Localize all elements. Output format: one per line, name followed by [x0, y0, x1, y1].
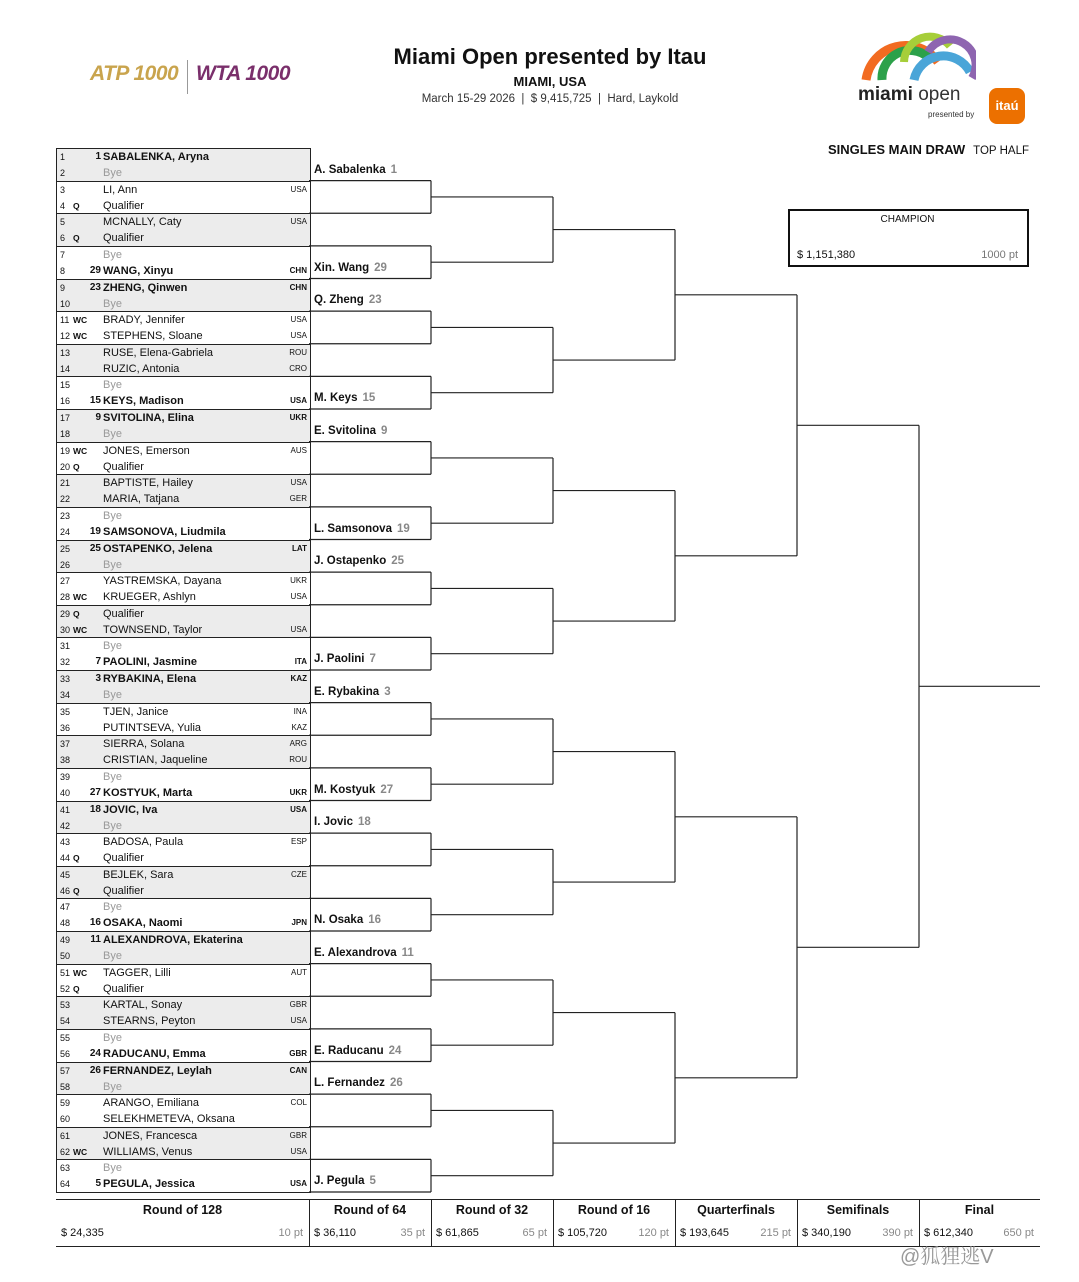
- round-points: 215 pt: [760, 1227, 791, 1239]
- winner-name: L. Samsonova: [314, 522, 392, 535]
- seed-number: 11: [90, 934, 101, 945]
- winner-name: E. Raducanu: [314, 1044, 384, 1057]
- atp-1000-logo: ATP 1000: [90, 62, 179, 85]
- player-name: TJEN, Janice: [103, 705, 169, 718]
- draw-position: 50: [60, 951, 71, 961]
- winner-seed: 15: [362, 392, 376, 404]
- entry-status: Q: [73, 461, 80, 472]
- draw-position: 52: [60, 983, 71, 994]
- winner-seed: 11: [401, 946, 414, 959]
- round-name: Quarterfinals: [697, 1203, 775, 1217]
- player-name: RUSE, Elena-Gabriela: [103, 346, 214, 359]
- winner-seed: 9: [381, 424, 388, 437]
- round-name: Round of 64: [333, 1203, 407, 1217]
- round-prize-column: [56, 1199, 309, 1247]
- draw-position: 16: [60, 396, 71, 407]
- champion-prize: $ 1,151,380: [797, 249, 856, 261]
- seed-number: 24: [89, 1047, 101, 1059]
- draw-position: 14: [60, 363, 71, 374]
- draw-position: 17: [60, 413, 71, 423]
- player-name: BADOSA, Paula: [103, 836, 184, 849]
- winner-name: E. Svitolina: [314, 424, 376, 437]
- draw-position: 46: [60, 885, 71, 896]
- round-prize-column: [431, 1199, 553, 1247]
- player-name: Qualifier: [103, 982, 144, 995]
- player-country: USA: [290, 478, 307, 488]
- player-country: CAN: [289, 1065, 307, 1075]
- winner-seed: 27: [380, 783, 394, 796]
- seed-number: 1: [95, 151, 101, 162]
- draw-position: 42: [60, 820, 71, 831]
- draw-position: 33: [60, 674, 71, 684]
- round-name: Round of 32: [455, 1203, 529, 1217]
- player-country: USA: [290, 217, 307, 227]
- seed-number: 18: [89, 803, 101, 815]
- draw-position: 11: [60, 315, 70, 326]
- entry-status: WC: [73, 967, 88, 978]
- draw-position: 12: [60, 331, 71, 342]
- player-name: SVITOLINA, Elina: [103, 412, 194, 424]
- seed-number: 19: [89, 525, 101, 537]
- player-name: MCNALLY, Caty: [103, 216, 182, 229]
- player-country: USA: [290, 804, 307, 814]
- entry-status: WC: [73, 331, 88, 342]
- player-name: Bye: [103, 558, 122, 571]
- player-name: JONES, Emerson: [103, 444, 190, 457]
- player-country: ROU: [289, 347, 307, 357]
- player-country: ARG: [289, 739, 307, 749]
- round-prize: $ 36,110: [314, 1227, 357, 1239]
- seed-number: 27: [89, 786, 101, 798]
- player-country: ITA: [294, 657, 307, 667]
- player-country: GBR: [289, 1130, 307, 1140]
- player-name: Bye: [103, 428, 122, 440]
- entry-status: WC: [73, 445, 88, 456]
- winner-name: E. Alexandrova: [314, 946, 397, 959]
- draw-position: 32: [60, 657, 71, 668]
- player-name: CRISTIAN, Jaqueline: [103, 754, 208, 767]
- player-country: ROU: [289, 755, 307, 765]
- player-country: UKR: [289, 787, 307, 797]
- player-country: CRO: [289, 363, 307, 373]
- player-name: ALEXANDROVA, Ekaterina: [103, 934, 243, 946]
- draw-position: 30: [60, 624, 71, 635]
- draw-position: 56: [60, 1048, 71, 1059]
- draw-position: 48: [60, 918, 71, 929]
- player-name: BAPTISTE, Hailey: [103, 477, 193, 490]
- winner-name: N. Osaka: [314, 914, 364, 926]
- wta-1000-logo: WTA 1000: [196, 62, 291, 85]
- draw-position: 1: [60, 152, 66, 162]
- player-name: OSAKA, Naomi: [103, 917, 183, 930]
- draw-position: 59: [60, 1098, 71, 1109]
- player-name: STEARNS, Peyton: [103, 1015, 196, 1028]
- player-name: Bye: [103, 379, 122, 392]
- player-name: BRADY, Jennifer: [103, 314, 185, 327]
- player-name: SABALENKA, Aryna: [103, 151, 209, 163]
- draw-position: 9: [60, 282, 66, 293]
- round-prize: $ 193,645: [680, 1227, 729, 1239]
- player-name: RUZIC, Antonia: [103, 362, 180, 375]
- player-country: AUT: [291, 967, 307, 977]
- winner-seed: 29: [374, 261, 387, 274]
- player-name: TOWNSEND, Taylor: [103, 623, 203, 636]
- winner-name: E. Rybakina: [314, 685, 380, 698]
- round-points: 650 pt: [1003, 1227, 1034, 1239]
- player-country: USA: [290, 592, 307, 602]
- draw-position: 29: [60, 608, 71, 619]
- player-name: Qualifier: [103, 607, 144, 620]
- draw-position: 20: [60, 461, 71, 472]
- winner-name: J. Pegula: [314, 1175, 365, 1187]
- winner-seed: 3: [384, 685, 391, 698]
- draw-position: 63: [60, 1163, 71, 1174]
- presented-by-label: presented by: [928, 110, 975, 119]
- entry-status: WC: [73, 1146, 88, 1157]
- player-name: KRUEGER, Ashlyn: [103, 591, 196, 604]
- round-prize: $ 105,720: [558, 1227, 607, 1239]
- player-name: MARIA, Tatjana: [103, 493, 180, 506]
- draw-position: 22: [60, 494, 71, 505]
- draw-position: 64: [60, 1179, 71, 1190]
- draw-position: 6: [60, 233, 66, 244]
- draw-position: 38: [60, 755, 71, 766]
- winner-seed: 25: [391, 555, 405, 568]
- seed-number: 7: [95, 656, 101, 668]
- player-country: UKR: [289, 413, 307, 422]
- seed-number: 25: [89, 542, 101, 554]
- player-country: UKR: [290, 576, 307, 586]
- draw-position: 3: [60, 184, 66, 195]
- round-prize: $ 61,865: [436, 1227, 479, 1239]
- player-country: CZE: [291, 869, 307, 879]
- winner-seed: 18: [358, 816, 371, 829]
- player-name: JONES, Francesca: [103, 1129, 198, 1142]
- winner-seed: 23: [368, 294, 382, 307]
- draw-position: 57: [60, 1065, 71, 1076]
- player-country: GBR: [289, 1000, 307, 1010]
- draw-position: 55: [60, 1032, 71, 1043]
- draw-position: 25: [60, 543, 71, 554]
- draw-position: 44: [60, 853, 71, 864]
- winner-seed: 19: [396, 522, 410, 535]
- player-name: JOVIC, Iva: [103, 803, 158, 816]
- round-points: 120 pt: [638, 1227, 669, 1239]
- seed-number: 3: [95, 673, 101, 684]
- round-name: Final: [964, 1203, 995, 1217]
- winner-seed: 24: [388, 1044, 402, 1057]
- player-country: USA: [290, 315, 307, 325]
- player-country: AUS: [290, 445, 307, 455]
- winner-name: Q. Zheng: [314, 294, 364, 307]
- round-prize-column: [309, 1199, 431, 1247]
- winner-name: J. Paolini: [314, 653, 365, 665]
- entry-status: WC: [73, 624, 88, 635]
- draw-position: 45: [60, 869, 71, 880]
- player-name: PUTINTSEVA, Yulia: [103, 721, 202, 734]
- round-points: 10 pt: [278, 1227, 303, 1239]
- round-prize: $ 612,340: [924, 1227, 973, 1239]
- draw-position: 35: [60, 706, 71, 717]
- entry-status: WC: [73, 315, 88, 326]
- player-country: KAZ: [291, 722, 307, 732]
- draw-label: SINGLES MAIN DRAW TOP HALF: [827, 142, 1029, 157]
- player-name: SAMSONOVA, Liudmila: [103, 525, 226, 538]
- footer-divider: [675, 1199, 676, 1247]
- draw-position: 58: [60, 1081, 71, 1092]
- player-name: WANG, Xinyu: [103, 264, 174, 277]
- player-name: Bye: [103, 1031, 122, 1044]
- player-name: FERNANDEZ, Leylah: [103, 1064, 212, 1077]
- draw-position: 15: [60, 380, 71, 391]
- player-name: Qualifier: [103, 199, 144, 212]
- draw-position: 28: [60, 592, 71, 603]
- draw-position: 53: [60, 1000, 71, 1011]
- draw-position: 47: [60, 902, 71, 913]
- winner-seed: 7: [369, 653, 376, 665]
- draw-position: 5: [60, 217, 66, 228]
- entry-status: Q: [73, 983, 80, 994]
- draw-position: 61: [60, 1130, 71, 1141]
- draw-position: 49: [60, 935, 71, 945]
- player-name: SIERRA, Solana: [103, 738, 185, 751]
- draw-position: 43: [60, 837, 71, 848]
- draw-position: 60: [60, 1114, 71, 1125]
- player-name: Qualifier: [103, 232, 144, 245]
- player-name: Bye: [103, 819, 122, 832]
- player-country: USA: [290, 396, 307, 406]
- player-name: LI, Ann: [103, 183, 138, 196]
- winner-name: A. Sabalenka: [314, 163, 386, 176]
- seed-number: 26: [89, 1064, 101, 1076]
- player-name: TAGGER, Lilli: [103, 966, 171, 979]
- player-name: Qualifier: [103, 460, 144, 473]
- player-name: BEJLEK, Sara: [103, 868, 174, 881]
- draw-position: 62: [60, 1146, 71, 1157]
- draw-position: 51: [60, 967, 71, 978]
- player-name: Bye: [103, 901, 122, 914]
- draw-position: 39: [60, 771, 71, 782]
- winner-name: J. Ostapenko: [314, 555, 387, 568]
- round-name: Round of 16: [577, 1203, 651, 1217]
- winner-seed: 1: [390, 163, 397, 176]
- entry-status: Q: [73, 885, 80, 896]
- champion-label: CHAMPION: [880, 214, 935, 225]
- draw-position: 18: [60, 429, 71, 439]
- player-name: Bye: [103, 509, 122, 522]
- entry-status: Q: [73, 233, 80, 244]
- player-country: JPN: [291, 918, 307, 928]
- player-country: USA: [290, 1016, 307, 1026]
- entry-status: Q: [73, 200, 80, 211]
- draw-position: 27: [60, 576, 71, 587]
- player-name: Bye: [103, 770, 122, 783]
- seed-number: 5: [95, 1178, 101, 1190]
- player-name: STEPHENS, Sloane: [103, 330, 203, 343]
- winner-seed: 26: [389, 1077, 403, 1090]
- round-points: 35 pt: [400, 1227, 425, 1239]
- player-country: USA: [290, 624, 307, 634]
- player-country: CHN: [289, 282, 307, 292]
- draw-position: 37: [60, 739, 71, 750]
- footer-divider: [431, 1199, 432, 1247]
- draw-position: 41: [60, 804, 71, 815]
- draw-position: 10: [60, 298, 71, 309]
- itau-logo: itaú: [989, 88, 1025, 124]
- tournament-details: March 15-29 2026 | $ 9,415,725 | Hard, Laykold: [421, 93, 679, 105]
- watermark: @狐狸逃V: [900, 1246, 994, 1268]
- player-name: PAOLINI, Jasmine: [103, 656, 197, 669]
- player-name: Bye: [103, 167, 122, 179]
- round-prize-column: [675, 1199, 797, 1247]
- player-name: OSTAPENKO, Jelena: [103, 542, 213, 555]
- draw-position: 26: [60, 559, 71, 570]
- player-name: KEYS, Madison: [103, 395, 184, 408]
- entry-status: WC: [73, 592, 88, 603]
- winner-name: I. Jovic: [314, 816, 353, 829]
- draw-position: 23: [60, 510, 71, 521]
- round-prize: $ 340,190: [802, 1227, 851, 1239]
- player-name: Bye: [103, 248, 122, 261]
- player-name: Qualifier: [103, 852, 144, 865]
- winner-seed: 5: [369, 1175, 376, 1187]
- round-name: Round of 128: [142, 1203, 223, 1217]
- player-country: ESP: [290, 837, 307, 847]
- player-country: INA: [293, 706, 307, 716]
- entry-status: Q: [73, 608, 80, 619]
- round-points: 65 pt: [522, 1227, 547, 1239]
- player-name: PEGULA, Jessica: [103, 1178, 195, 1191]
- seed-number: 15: [89, 395, 101, 407]
- player-country: GER: [289, 494, 307, 504]
- draw-position: 24: [60, 526, 71, 537]
- player-name: Bye: [103, 950, 122, 962]
- winner-name: M. Keys: [314, 392, 358, 404]
- round-points: 390 pt: [882, 1227, 913, 1239]
- draw-position: 8: [60, 265, 66, 276]
- winner-name: M. Kostyuk: [314, 783, 376, 796]
- player-name: SELEKHMETEVA, Oksana: [103, 1113, 235, 1126]
- player-country: KAZ: [290, 674, 307, 683]
- player-name: KOSTYUK, Marta: [103, 786, 193, 799]
- footer-divider: [309, 1199, 310, 1247]
- player-country: USA: [290, 1146, 307, 1156]
- draw-position: 40: [60, 787, 71, 798]
- draw-position: 7: [60, 249, 66, 260]
- player-country: USA: [290, 184, 307, 194]
- player-country: COL: [290, 1098, 307, 1108]
- seed-number: 29: [89, 264, 101, 276]
- draw-position: 31: [60, 641, 71, 652]
- tournament-location: MIAMI, USA: [513, 74, 587, 89]
- player-name: Bye: [103, 1162, 122, 1175]
- miami-open-wordmark: miami open: [858, 84, 961, 105]
- winner-name: L. Fernandez: [314, 1077, 385, 1090]
- winner-seed: 16: [368, 914, 382, 926]
- draw-position: 21: [60, 478, 71, 489]
- player-name: Qualifier: [103, 884, 144, 897]
- player-name: Bye: [103, 297, 122, 310]
- player-name: RADUCANU, Emma: [103, 1047, 206, 1060]
- champion-points: 1000 pt: [981, 249, 1018, 261]
- player-country: GBR: [289, 1048, 307, 1058]
- footer-divider: [797, 1199, 798, 1247]
- player-country: LAT: [292, 543, 307, 553]
- seed-number: 16: [89, 917, 101, 929]
- draw-position: 54: [60, 1016, 71, 1027]
- player-name: WILLIAMS, Venus: [103, 1145, 193, 1158]
- player-name: KARTAL, Sonay: [103, 999, 183, 1012]
- round-name: Semifinals: [826, 1203, 890, 1217]
- winner-name: Xin. Wang: [314, 261, 370, 274]
- round-prize-column: [553, 1199, 675, 1247]
- tournament-title: Miami Open presented by Itau: [393, 44, 707, 69]
- player-country: CHN: [289, 265, 307, 275]
- draw-position: 34: [60, 690, 71, 700]
- entry-status: Q: [73, 853, 80, 864]
- round-prize: $ 24,335: [61, 1227, 104, 1239]
- footer-divider: [553, 1199, 554, 1247]
- player-country: USA: [290, 1179, 307, 1189]
- player-name: ARANGO, Emiliana: [103, 1097, 199, 1110]
- player-name: Bye: [103, 640, 122, 653]
- draw-position: 19: [60, 445, 71, 456]
- player-name: YASTREMSKA, Dayana: [103, 575, 222, 588]
- seed-number: 9: [95, 412, 101, 423]
- seed-number: 23: [89, 281, 101, 293]
- draw-position: 2: [60, 168, 66, 178]
- player-country: USA: [290, 331, 307, 341]
- player-name: Bye: [103, 689, 122, 701]
- player-name: ZHENG, Qinwen: [103, 281, 188, 294]
- player-name: Bye: [103, 1080, 122, 1093]
- draw-position: 36: [60, 722, 71, 733]
- player-name: RYBAKINA, Elena: [103, 673, 197, 685]
- draw-position: 13: [60, 347, 71, 358]
- draw-position: 4: [60, 200, 66, 211]
